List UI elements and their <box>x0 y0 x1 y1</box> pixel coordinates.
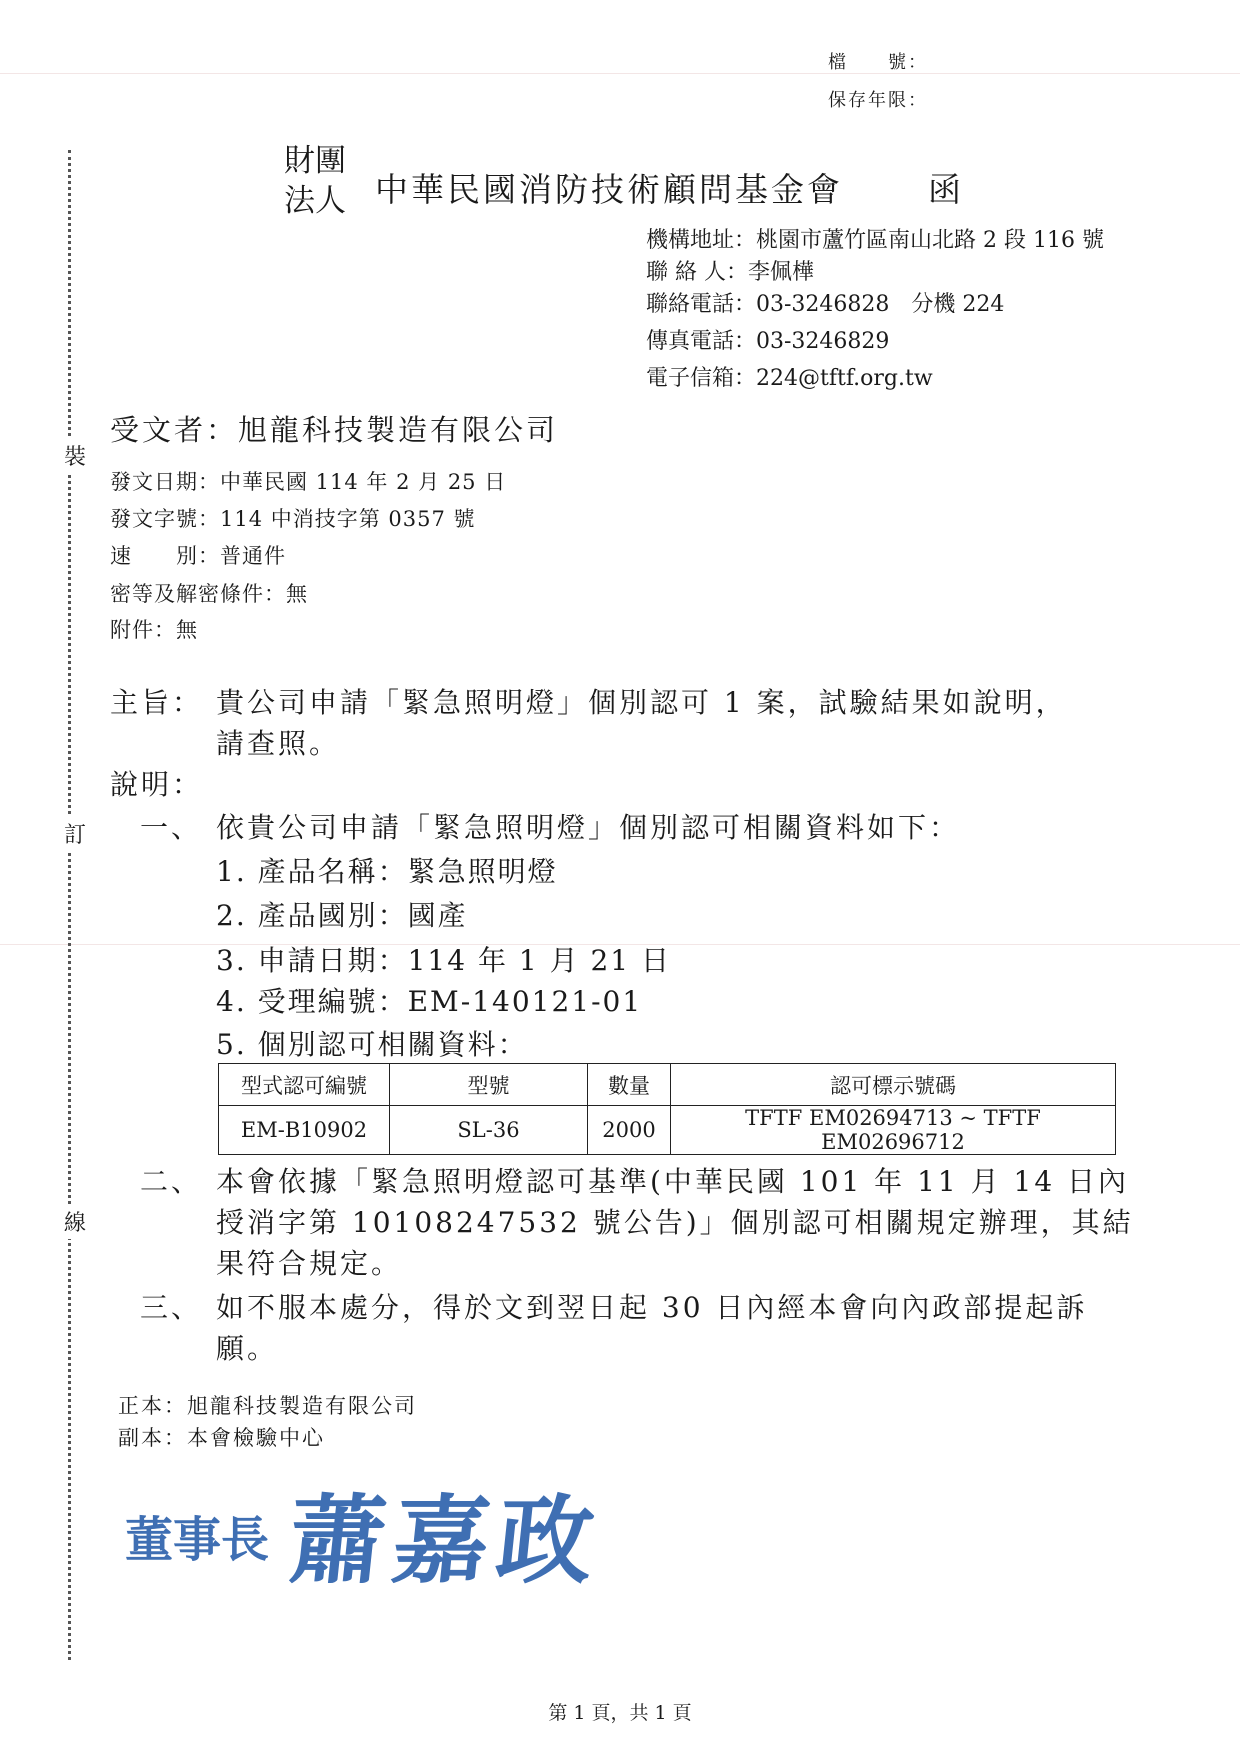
approval-table <box>218 1063 1116 1155</box>
recipient: 受文者：旭龍科技製造有限公司 <box>110 413 559 447</box>
table-cell: TFTF EM02694713 ~ TFTF EM02696712 <box>671 1106 1116 1155</box>
doc-type: 函 <box>928 170 964 209</box>
scan-line <box>0 73 1240 74</box>
item-2-line-1: 本會依據「緊急照明燈認可基準(中華民國 101 年 11 月 14 日內 <box>216 1165 1130 1198</box>
item-3-line-1: 如不服本處分，得於文到翌日起 30 日內經本會向內政部提起訴 <box>216 1291 1088 1324</box>
contact-fax: 傳真電話：03-3246829 <box>646 329 890 354</box>
retention-period-label: 保存年限： <box>828 90 928 111</box>
table-cell: SL-36 <box>390 1106 588 1155</box>
subitem-application-date: 3. 申請日期：114 年 1 月 21 日 <box>216 944 672 977</box>
binding-mark-ding: 訂 <box>64 816 86 851</box>
subitem-product-country: 2. 產品國別：國產 <box>216 899 468 932</box>
seal-signature: 蕭嘉政 <box>283 1485 608 1597</box>
seal-title: 董事長 <box>125 1512 270 1568</box>
table-row <box>219 1106 1116 1155</box>
table-cell: 2000 <box>588 1106 671 1155</box>
issue-date: 發文日期：中華民國 114 年 2 月 25 日 <box>110 470 507 494</box>
item-1-text: 依貴公司申請「緊急照明燈」個別認可相關資料如下： <box>216 811 961 844</box>
item-3-number: 三、 <box>140 1291 203 1324</box>
table-header: 數量 <box>588 1064 671 1106</box>
subject-label: 主旨： <box>110 686 204 719</box>
org-prefix-1: 財團 <box>284 143 346 179</box>
item-3-line-2: 願。 <box>216 1332 279 1365</box>
file-number-label: 檔 號： <box>828 52 928 73</box>
binding-mark-zhuang: 裝 <box>64 438 86 473</box>
contact-email: 電子信箱：224@tftf.org.tw <box>646 366 933 391</box>
subitem-approval-data: 5. 個別認可相關資料： <box>216 1028 528 1061</box>
doc-number: 發文字號：114 中消技字第 0357 號 <box>110 507 476 531</box>
speed-class: 速 別：普通件 <box>110 544 286 568</box>
contact-person: 聯 絡 人：李佩樺 <box>646 260 814 285</box>
table-header: 型號 <box>390 1064 588 1106</box>
item-2-line-2: 授消字第 10108247532 號公告)」個別認可相關規定辦理，其結 <box>216 1206 1134 1239</box>
subject-line-1: 貴公司申請「緊急照明燈」個別認可 1 案，試驗結果如說明， <box>216 686 1067 719</box>
contact-address: 機構地址：桃園市蘆竹區南山北路 2 段 116 號 <box>646 228 1104 253</box>
table-header: 認可標示號碼 <box>671 1064 1116 1106</box>
item-1-number: 一、 <box>140 811 203 844</box>
contact-phone: 聯絡電話：03-3246828 分機 224 <box>646 292 1005 317</box>
subitem-product-name: 1. 產品名稱：緊急照明燈 <box>216 855 558 888</box>
table-cell: EM-B10902 <box>219 1106 390 1155</box>
explanation-label: 說明： <box>110 768 204 801</box>
subitem-case-number: 4. 受理編號：EM-140121-01 <box>216 985 643 1018</box>
secrecy-level: 密等及解密條件：無 <box>110 582 308 606</box>
item-2-number: 二、 <box>140 1165 203 1198</box>
copy-recipient: 副本：本會檢驗中心 <box>118 1426 325 1450</box>
table-header-row <box>219 1064 1116 1106</box>
item-2-line-3: 果符合規定。 <box>216 1247 403 1280</box>
binding-line <box>68 150 71 1660</box>
original-recipient: 正本：旭龍科技製造有限公司 <box>118 1394 417 1418</box>
org-prefix-2: 法人 <box>284 183 346 219</box>
binding-mark-xian: 線 <box>64 1204 86 1239</box>
page-footer: 第 1 頁，共 1 頁 <box>548 1702 692 1724</box>
table-header: 型式認可編號 <box>219 1064 390 1106</box>
attachment: 附件：無 <box>110 618 198 642</box>
org-name: 中華民國消防技術顧問基金會 <box>375 170 843 209</box>
subject-line-2: 請查照。 <box>216 727 341 760</box>
